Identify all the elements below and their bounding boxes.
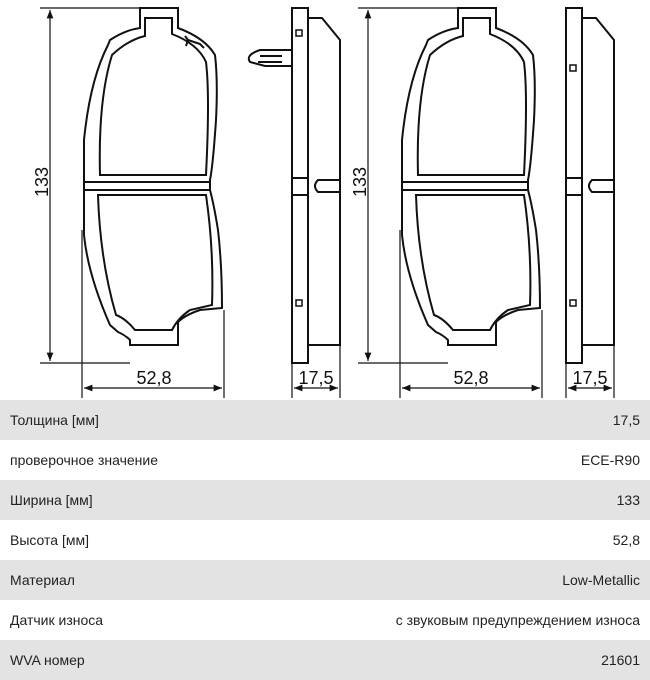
spec-value: 21601 xyxy=(601,652,640,668)
dim-width-left: 52,8 xyxy=(136,368,172,388)
dim-width-right: 52,8 xyxy=(453,368,489,388)
left-pad-front-view xyxy=(84,8,222,345)
spec-row-height xyxy=(0,520,650,560)
left-wear-clip xyxy=(249,50,292,66)
dim-thickness-left: 17,5 xyxy=(298,368,334,388)
specs-table xyxy=(0,400,650,680)
spec-value: с звуковым предупреждением износа xyxy=(395,612,640,628)
dim-thickness-right: 17,5 xyxy=(572,368,608,388)
spec-label: Толщина [мм] xyxy=(10,412,99,428)
spec-row-wva-number xyxy=(0,640,650,680)
spec-value: Low-Metallic xyxy=(562,572,640,588)
spec-row-material xyxy=(0,560,650,600)
spec-label: Ширина [мм] xyxy=(10,492,93,508)
spec-label: Высота [мм] xyxy=(10,532,89,548)
dim-height-left: 133 xyxy=(32,166,52,198)
spec-row-wear-sensor xyxy=(0,600,650,640)
spec-value: 133 xyxy=(616,492,640,508)
right-pad-side-view xyxy=(566,8,614,363)
dimension-lines xyxy=(40,8,614,398)
spec-label: WVA номер xyxy=(10,652,85,668)
spec-value: 17,5 xyxy=(612,412,640,428)
spec-label: проверочное значение xyxy=(10,452,159,468)
spec-label: Датчик износа xyxy=(10,612,104,628)
right-pad-front-view xyxy=(402,8,540,345)
right-pad-outline xyxy=(402,8,540,345)
spec-value: 52,8 xyxy=(612,532,640,548)
spec-label: Материал xyxy=(10,572,75,588)
spec-row-width xyxy=(0,480,650,520)
left-pad-lower-friction xyxy=(98,195,212,330)
left-pad-side-view xyxy=(249,8,340,363)
right-pad-friction-outline xyxy=(418,18,526,175)
dim-height-right: 133 xyxy=(350,166,370,198)
spec-row-thickness xyxy=(0,400,650,440)
spec-value: ECE-R90 xyxy=(580,452,640,468)
left-pad-outline xyxy=(84,8,222,345)
spec-row-test-value xyxy=(0,440,650,480)
